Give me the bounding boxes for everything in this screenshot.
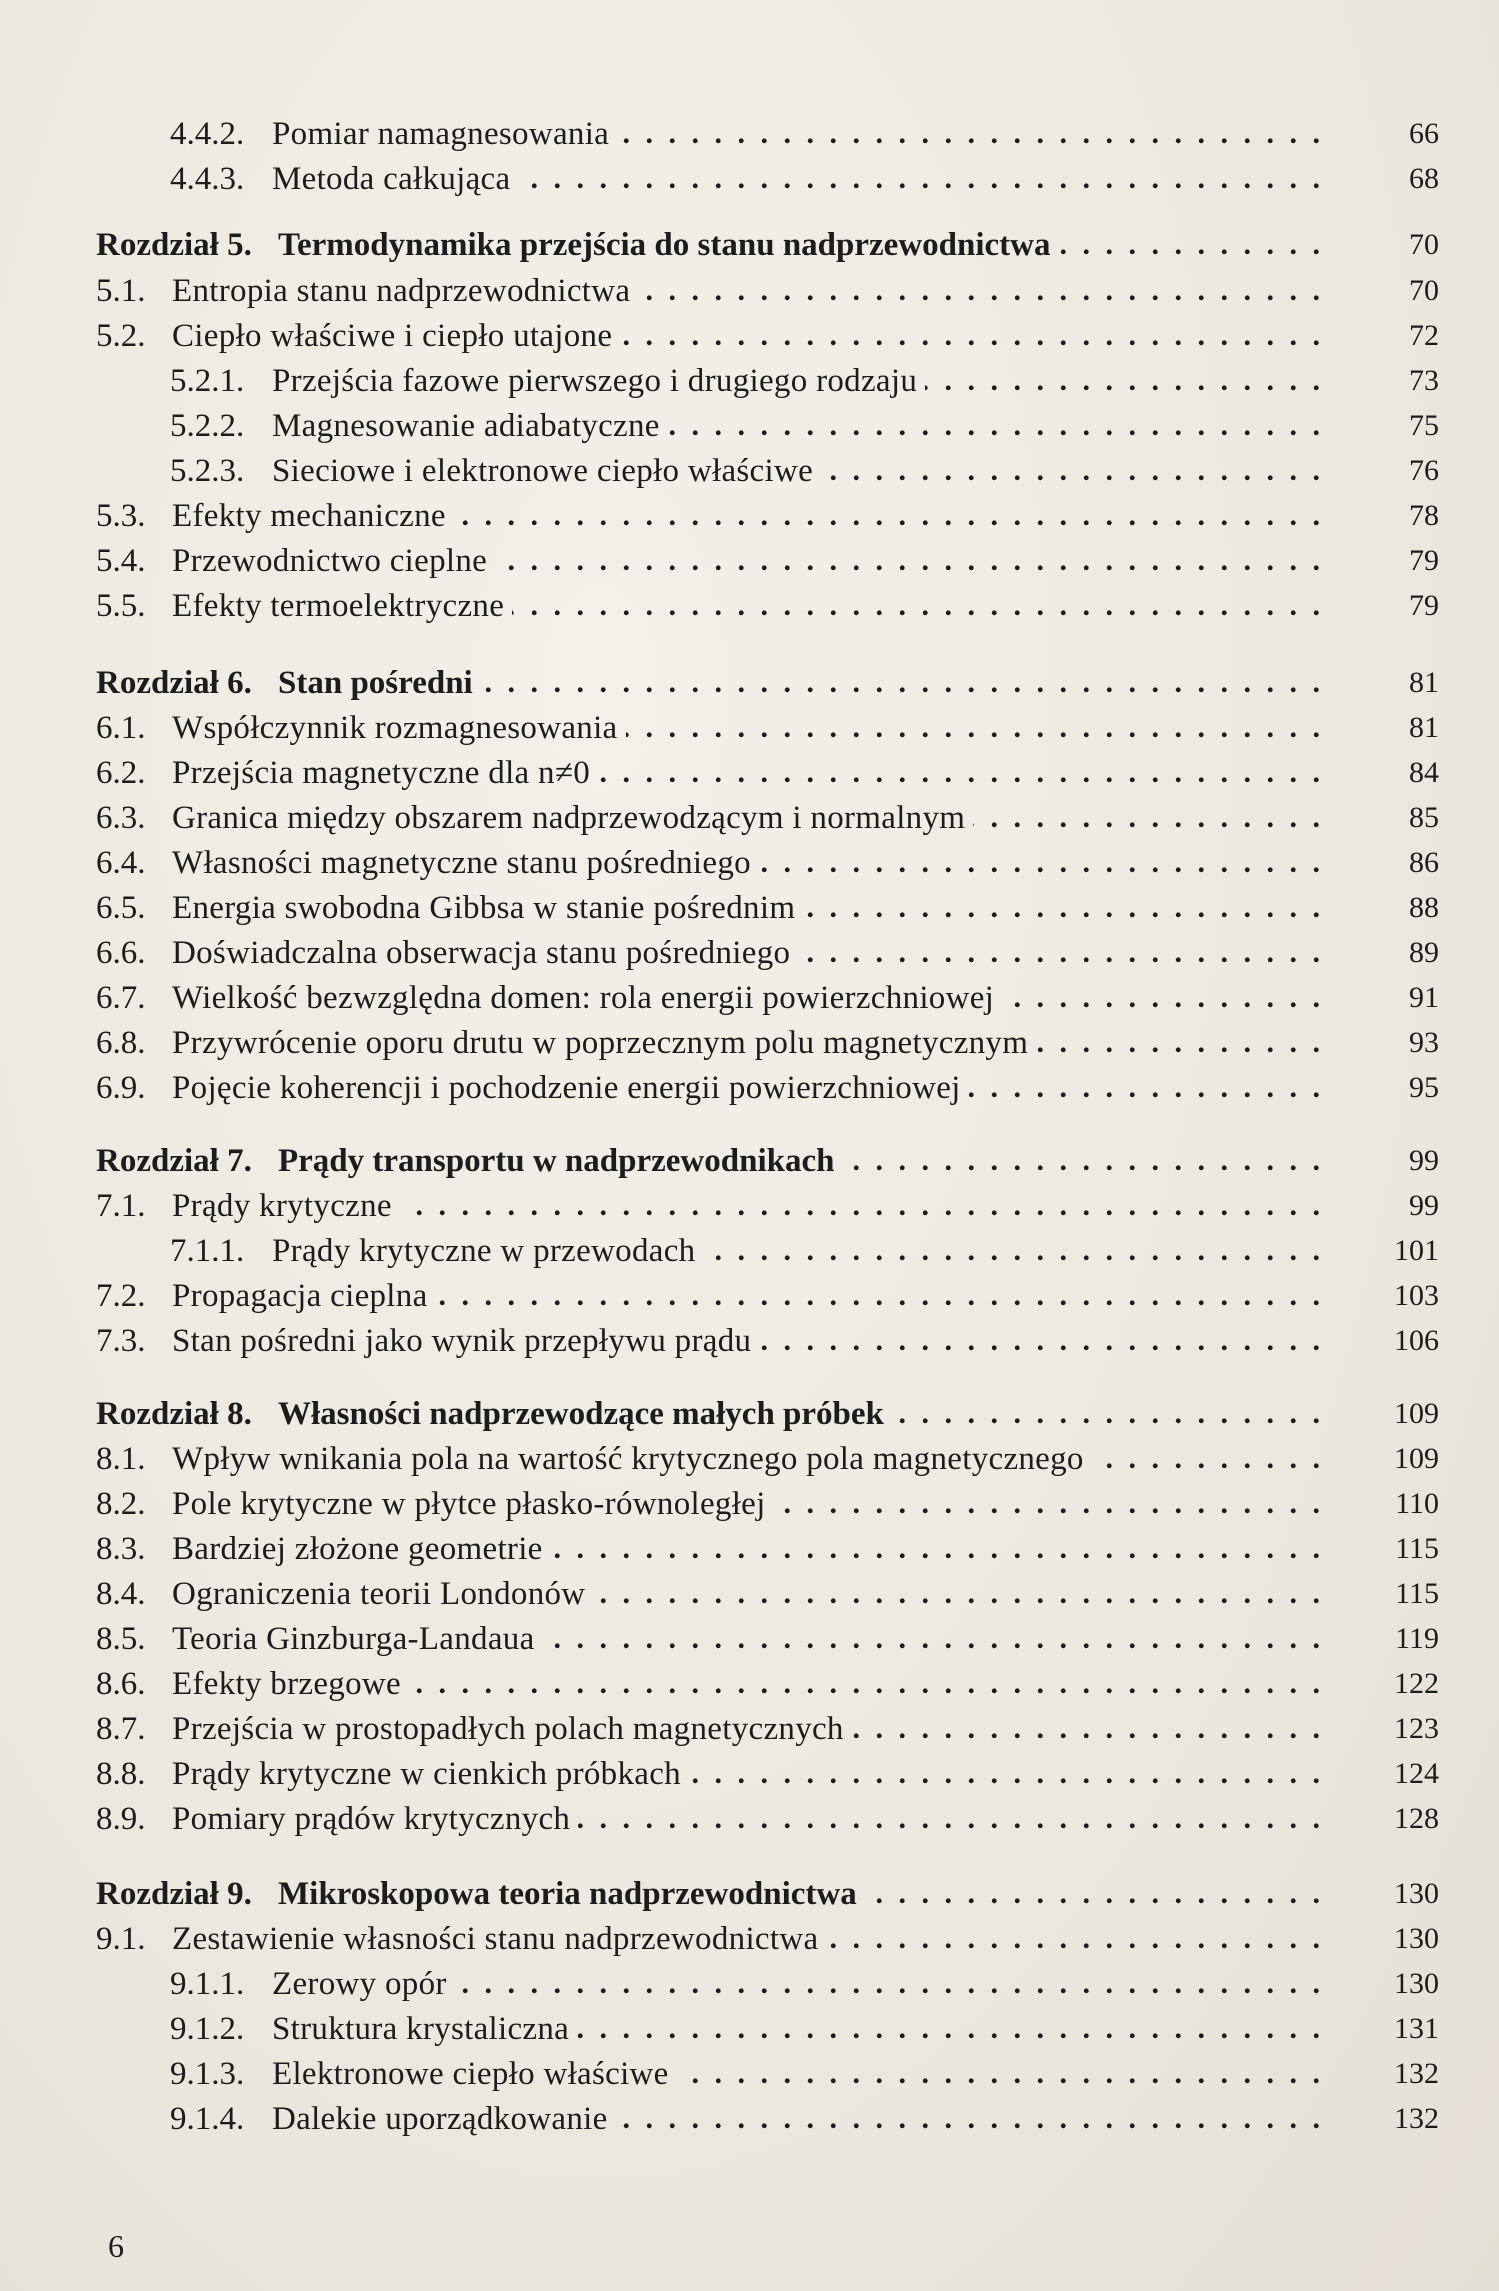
toc-entry: [0, 795, 1499, 841]
chapter-number: Rozdział 5.: [96, 227, 252, 263]
entry-number: 8.4.: [96, 1576, 146, 1612]
entry-page: 123: [1394, 1712, 1439, 1745]
entry-title: Doświadczalna obserwacja stanu pośredniego: [172, 935, 791, 971]
entry-title: Współczynnik rozmagnesowania: [172, 710, 618, 746]
entry-page: 88: [1409, 891, 1439, 924]
entry-page: 132: [1394, 2057, 1439, 2090]
leader-dots: [518, 156, 1324, 202]
entry-page: 99: [1409, 1189, 1439, 1222]
entry-page: 109: [1394, 1397, 1439, 1430]
toc-entry: [0, 358, 1499, 404]
entry-title: Pole krytyczne w płytce płasko-równoległej: [172, 1486, 766, 1522]
entry-number: 8.9.: [96, 1801, 146, 1837]
entry-page: 115: [1395, 1577, 1439, 1610]
entry-title: Granica między obszarem nadprzewodzącym i normalnym: [172, 800, 966, 836]
entry-number: 6.1.: [96, 710, 146, 746]
leader-dots: [638, 268, 1324, 314]
toc-entry: [0, 840, 1499, 886]
leader-dots: [620, 313, 1324, 359]
leader-dots: [593, 1571, 1324, 1617]
entry-page: 95: [1409, 1071, 1439, 1104]
leader-dots: [551, 1526, 1324, 1572]
entry-number: 8.6.: [96, 1666, 146, 1702]
entry-number: 5.5.: [96, 588, 146, 624]
entry-number: 8.1.: [96, 1441, 146, 1477]
entry-page: 93: [1409, 1026, 1439, 1059]
entry-title: Propagacja cieplna: [172, 1278, 428, 1314]
entry-page: 110: [1395, 1487, 1439, 1520]
entry-number: 7.2.: [96, 1278, 146, 1314]
toc-chapter-heading: [0, 660, 1499, 706]
entry-title: Ograniczenia teorii Londonów: [172, 1576, 586, 1612]
toc-entry: [0, 1916, 1499, 1962]
entry-page: 81: [1409, 711, 1439, 744]
entry-title: Elektronowe ciepło właściwe: [272, 2056, 669, 2092]
entry-title: Magnesowanie adiabatyczne: [272, 408, 660, 444]
entry-page: 72: [1409, 319, 1439, 352]
chapter-title: Mikroskopowa teoria nadprzewodnictwa: [278, 1876, 857, 1912]
entry-title: Pojęcie koherencji i pochodzenie energii powierzchniowej: [172, 1070, 961, 1106]
toc-entry: [0, 2006, 1499, 2052]
entry-page: 85: [1409, 801, 1439, 834]
entry-number: 6.8.: [96, 1025, 146, 1061]
toc-entry: [0, 1228, 1499, 1274]
leader-dots: [1059, 222, 1324, 268]
leader-dots: [455, 1961, 1324, 2007]
toc-entry: [0, 975, 1499, 1021]
entry-number: 8.7.: [96, 1711, 146, 1747]
entry-page: 115: [1395, 1532, 1439, 1565]
toc-entry: [0, 1961, 1499, 2007]
chapter-title: Stan pośredni: [278, 665, 473, 701]
entry-number: 6.4.: [96, 845, 146, 881]
leader-dots: [617, 111, 1324, 157]
leader-dots: [1002, 975, 1324, 1021]
leader-dots: [598, 750, 1324, 796]
entry-page: 109: [1394, 1442, 1439, 1475]
entry-number: 5.4.: [96, 543, 146, 579]
entry-number: 7.1.1.: [170, 1233, 245, 1269]
entry-title: Prądy krytyczne w przewodach: [272, 1233, 696, 1269]
entry-page: 132: [1394, 2102, 1439, 2135]
entry-title: Sieciowe i elektronowe ciepło właściwe: [272, 453, 814, 489]
entry-number: 4.4.2.: [170, 116, 245, 152]
toc-entry: [0, 268, 1499, 314]
entry-title: Teoria Ginzburga-Landaua: [172, 1621, 535, 1657]
entry-page: 79: [1409, 589, 1439, 622]
entry-page: 124: [1394, 1757, 1439, 1790]
toc-entry: [0, 750, 1499, 796]
entry-number: 9.1.: [96, 1921, 146, 1957]
chapter-title: Prądy transportu w nadprzewodnikach: [278, 1143, 835, 1179]
entry-title: Ciepło właściwe i ciepło utajone: [172, 318, 613, 354]
entry-title: Wpływ wnikania pola na wartość krytycznego pola magnetycznego: [172, 1441, 1084, 1477]
entry-title: Pomiary prądów krytycznych: [172, 1801, 571, 1837]
toc-chapter-heading: [0, 1391, 1499, 1437]
toc-entry: [0, 156, 1499, 202]
entry-number: 8.2.: [96, 1486, 146, 1522]
entry-title: Efekty brzegowe: [172, 1666, 401, 1702]
entry-page: 73: [1409, 364, 1439, 397]
chapter-number: Rozdział 8.: [96, 1396, 252, 1432]
toc-entry: [0, 538, 1499, 584]
chapter-number: Rozdział 7.: [96, 1143, 252, 1179]
toc-entry: [0, 1526, 1499, 1572]
toc-entry: [0, 111, 1499, 157]
leader-dots: [798, 930, 1324, 976]
leader-dots: [865, 1871, 1324, 1917]
entry-title: Przywrócenie oporu drutu w poprzecznym polu magnetycznym: [172, 1025, 1029, 1061]
toc-entry: [0, 2096, 1499, 2142]
entry-title: Energia swobodna Gibbsa w stanie pośrednim: [172, 890, 796, 926]
toc-chapter-heading: [0, 1138, 1499, 1184]
toc-entry: [0, 1751, 1499, 1797]
chapter-number: Rozdział 9.: [96, 1876, 252, 1912]
entry-page: 70: [1409, 228, 1439, 261]
entry-title: Przejścia w prostopadłych polach magnetycznych: [172, 1711, 844, 1747]
entry-page: 103: [1394, 1279, 1439, 1312]
leader-dots: [1036, 1020, 1324, 1066]
entry-title: Przewodnictwo cieplne: [172, 543, 488, 579]
toc-entry: [0, 1318, 1499, 1364]
entry-title: Własności magnetyczne stanu pośredniego: [172, 845, 751, 881]
toc-entry: [0, 1183, 1499, 1229]
entry-page: 86: [1409, 846, 1439, 879]
entry-number: 5.1.: [96, 273, 146, 309]
toc-entry: [0, 1661, 1499, 1707]
entry-number: 6.3.: [96, 800, 146, 836]
leader-dots: [400, 1183, 1324, 1229]
leader-dots: [543, 1616, 1324, 1662]
entry-page: 81: [1409, 666, 1439, 699]
toc-entry: [0, 1481, 1499, 1527]
entry-number: 9.1.1.: [170, 1966, 245, 2002]
leader-dots: [481, 660, 1324, 706]
entry-title: Wielkość bezwzględna domen: rola energii powierzchniowej: [172, 980, 995, 1016]
leader-dots: [969, 1065, 1324, 1111]
entry-number: 6.7.: [96, 980, 146, 1016]
entry-number: 7.1.: [96, 1188, 146, 1224]
entry-number: 9.1.2.: [170, 2011, 245, 2047]
entry-title: Przejścia fazowe pierwszego i drugiego rodzaju: [272, 363, 918, 399]
entry-page: 91: [1409, 981, 1439, 1014]
entry-number: 8.8.: [96, 1756, 146, 1792]
leader-dots: [892, 1391, 1324, 1437]
entry-title: Metoda całkująca: [272, 161, 511, 197]
leader-dots: [973, 795, 1324, 841]
entry-title: Przejścia magnetyczne dla n≠0: [172, 755, 591, 791]
entry-title: Pomiar namagnesowania: [272, 116, 610, 152]
leader-dots: [821, 448, 1324, 494]
entry-title: Prądy krytyczne w cienkich próbkach: [172, 1756, 681, 1792]
leader-dots: [409, 1661, 1324, 1707]
chapter-number: Rozdział 6.: [96, 665, 252, 701]
leader-dots: [925, 358, 1324, 404]
entry-title: Zestawienie własności stanu nadprzewodnictwa: [172, 1921, 819, 1957]
entry-title: Bardziej złożone geometrie: [172, 1531, 543, 1567]
toc-entry: [0, 1273, 1499, 1319]
entry-number: 7.3.: [96, 1323, 146, 1359]
entry-title: Dalekie uporządkowanie: [272, 2101, 608, 2137]
leader-dots: [578, 1796, 1324, 1842]
leader-dots: [774, 1481, 1324, 1527]
leader-dots: [626, 705, 1324, 751]
entry-number: 5.2.1.: [170, 363, 245, 399]
entry-page: 106: [1394, 1324, 1439, 1357]
entry-page: 79: [1409, 544, 1439, 577]
entry-page: 130: [1394, 1922, 1439, 1955]
toc-entry: [0, 403, 1499, 449]
entry-number: 5.2.2.: [170, 408, 245, 444]
entry-number: 6.5.: [96, 890, 146, 926]
leader-dots: [803, 885, 1324, 931]
toc-entry: [0, 1706, 1499, 1752]
entry-title: Entropia stanu nadprzewodnictwa: [172, 273, 631, 309]
toc-entry: [0, 705, 1499, 751]
entry-page: 76: [1409, 454, 1439, 487]
leader-dots: [759, 1318, 1324, 1364]
entry-page: 119: [1395, 1622, 1439, 1655]
toc-entry: [0, 313, 1499, 359]
toc-entry: [0, 2051, 1499, 2097]
entry-page: 89: [1409, 936, 1439, 969]
entry-page: 84: [1409, 756, 1439, 789]
chapter-title: Termodynamika przejścia do stanu nadprzewodnictwa: [278, 227, 1051, 263]
leader-dots: [852, 1706, 1324, 1752]
entry-number: 6.2.: [96, 755, 146, 791]
entry-page: 101: [1394, 1234, 1439, 1267]
entry-title: Efekty termoelektryczne: [172, 588, 505, 624]
leader-dots: [495, 538, 1324, 584]
toc-chapter-heading: [0, 222, 1499, 268]
leader-dots: [842, 1138, 1324, 1184]
entry-page: 130: [1394, 1967, 1439, 2000]
entry-page: 130: [1394, 1877, 1439, 1910]
chapter-title: Własności nadprzewodzące małych próbek: [278, 1396, 884, 1432]
entry-page: 68: [1409, 162, 1439, 195]
entry-number: 5.3.: [96, 498, 146, 534]
toc-entry: [0, 930, 1499, 976]
entry-number: 5.2.3.: [170, 453, 245, 489]
toc-entry: [0, 1796, 1499, 1842]
entry-page: 66: [1409, 117, 1439, 150]
entry-page: 75: [1409, 409, 1439, 442]
leader-dots: [759, 840, 1324, 886]
entry-number: 9.1.3.: [170, 2056, 245, 2092]
entry-number: 5.2.: [96, 318, 146, 354]
leader-dots: [577, 2006, 1324, 2052]
entry-number: 4.4.3.: [170, 161, 245, 197]
leader-dots: [826, 1916, 1324, 1962]
leader-dots: [668, 403, 1324, 449]
entry-title: Zerowy opór: [272, 1966, 447, 2002]
leader-dots: [677, 2051, 1324, 2097]
toc-entry: [0, 448, 1499, 494]
entry-number: 6.9.: [96, 1070, 146, 1106]
entry-number: 9.1.4.: [170, 2101, 245, 2137]
toc-entry: [0, 1616, 1499, 1662]
leader-dots: [454, 493, 1324, 539]
entry-page: 78: [1409, 499, 1439, 532]
entry-number: 8.3.: [96, 1531, 146, 1567]
entry-title: Prądy krytyczne: [172, 1188, 392, 1224]
entry-page: 128: [1394, 1802, 1439, 1835]
toc-chapter-heading: [0, 1871, 1499, 1917]
entry-page: 131: [1394, 2012, 1439, 2045]
leader-dots: [689, 1751, 1324, 1797]
entry-page: 122: [1394, 1667, 1439, 1700]
entry-title: Struktura krystaliczna: [272, 2011, 570, 2047]
toc-entry: [0, 493, 1499, 539]
toc-entry: [0, 885, 1499, 931]
page-number: 6: [108, 2228, 124, 2264]
leader-dots: [616, 2096, 1324, 2142]
leader-dots: [436, 1273, 1324, 1319]
toc-entry: [0, 1020, 1499, 1066]
toc-entry: [0, 583, 1499, 629]
toc-entry: [0, 1065, 1499, 1111]
toc-entry: [0, 1436, 1499, 1482]
leader-dots: [512, 583, 1324, 629]
entry-page: 99: [1409, 1144, 1439, 1177]
entry-title: Efekty mechaniczne: [172, 498, 446, 534]
entry-number: 8.5.: [96, 1621, 146, 1657]
entry-title: Stan pośredni jako wynik przepływu prądu: [172, 1323, 752, 1359]
toc-entry: [0, 1571, 1499, 1617]
leader-dots: [703, 1228, 1324, 1274]
entry-page: 70: [1409, 274, 1439, 307]
entry-number: 6.6.: [96, 935, 146, 971]
leader-dots: [1092, 1436, 1324, 1482]
